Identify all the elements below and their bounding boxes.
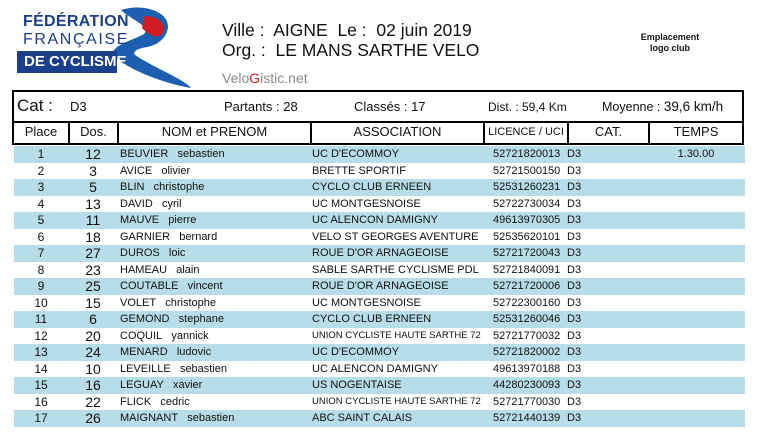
cell-place: 9: [37, 279, 45, 293]
logo-text-cyclisme: DE CYCLISME: [24, 53, 127, 70]
nom: MENARD: [120, 346, 168, 358]
cell-licence: 52721770032: [493, 329, 561, 342]
nom: BEUVIER: [120, 148, 169, 160]
cell-licence: 52531260046: [493, 313, 561, 325]
cell-licence: 49613970305: [493, 214, 561, 226]
cell-association: ABC SAINT CALAIS: [312, 412, 413, 424]
cat-label: Cat :: [17, 96, 53, 115]
cell-nom: [120, 410, 234, 426]
race-info-box: [12, 90, 744, 123]
cell-licence: 52721720006: [493, 280, 561, 292]
table-row: [14, 295, 745, 312]
nom: HAMEAU: [120, 263, 168, 276]
prenom: bernard: [179, 230, 218, 243]
cell-dossard: 3: [89, 162, 97, 179]
brand-part: istic.net: [260, 70, 308, 86]
nom: COUTABLE: [120, 280, 179, 292]
nom: LEVEILLE: [120, 362, 171, 375]
placeholder-line: logo club: [650, 43, 690, 53]
cell-place: 14: [34, 361, 48, 376]
org-line: [222, 41, 479, 60]
cell-licence: 52721820013: [493, 148, 561, 160]
prenom: cyril: [161, 197, 182, 210]
cell-place: 5: [37, 213, 45, 227]
cell-nom: [120, 262, 199, 278]
cell-place: 16: [34, 394, 48, 409]
nom: LEGUAY: [120, 379, 164, 391]
cell-nom: [120, 344, 211, 360]
placeholder-line: Emplacement: [640, 32, 700, 42]
col-nom: NOM et PRENOM: [119, 121, 312, 143]
table-row: [14, 212, 745, 229]
cell-place: 13: [34, 345, 48, 359]
nom: DUROS: [120, 247, 160, 259]
cell-nom: [120, 361, 227, 377]
cell-dossard: 10: [85, 360, 101, 377]
distance: Dist. : 59,4 Km: [488, 100, 567, 114]
cell-association: UNION CYCLISTE HAUTE SARTHE 72: [312, 395, 481, 407]
date-label: Le :: [337, 20, 367, 40]
cell-nom: [120, 163, 190, 179]
cell-cat: D3: [567, 346, 582, 358]
prenom: yannick: [171, 329, 209, 342]
ville-label: Ville :: [222, 20, 265, 40]
cell-place: 11: [34, 312, 48, 326]
cell-licence: 52722300160: [493, 296, 561, 309]
table-row: [14, 394, 745, 411]
prenom: cedric: [160, 395, 190, 408]
col-dos: Dos.: [70, 121, 119, 143]
nom: GARNIER: [120, 230, 171, 243]
table-row: [14, 262, 745, 279]
cell-association: ROUE D'OR ARNAGEOISE: [312, 247, 449, 259]
date-value: 02 juin 2019: [376, 20, 472, 40]
cell-nom: [120, 179, 204, 195]
nom: COQUIL: [120, 329, 163, 342]
cell-association: UC MONTGESNOISE: [312, 197, 421, 210]
nom: BLIN: [120, 181, 145, 193]
prenom: alain: [176, 263, 200, 276]
cell-association: UC D'ECOMMOY: [312, 148, 400, 160]
org-label: Org. :: [222, 40, 266, 60]
moyenne-value: 39,6 km/h: [663, 99, 724, 114]
nom: MAIGNANT: [120, 412, 179, 424]
logo-text-federation: FÉDÉRATION: [23, 13, 129, 30]
partants: Partants : 28: [224, 99, 298, 114]
cell-nom: [120, 394, 190, 410]
brand-part: Velo: [222, 70, 250, 86]
cell-licence: 52722730034: [493, 197, 561, 210]
cell-dossard: 13: [85, 195, 101, 212]
cell-cat: D3: [567, 362, 582, 375]
cat-value: D3: [70, 99, 87, 114]
table-row: [14, 245, 745, 262]
cell-dossard: 25: [85, 278, 101, 294]
results-table: [14, 146, 745, 427]
logo-text-francaise: FRANÇAISE: [23, 31, 129, 48]
cell-place: 10: [34, 295, 48, 310]
cell-cat: D3: [567, 164, 582, 177]
cell-association: UC D'ECOMMOY: [312, 346, 400, 358]
cell-cat: D3: [567, 197, 582, 210]
cell-association: BRETTE SPORTIF: [312, 164, 406, 177]
ville-line: [222, 21, 472, 40]
table-row: [14, 163, 745, 180]
table-header: [12, 121, 744, 145]
prenom: vincent: [187, 280, 223, 292]
cell-place: 1: [37, 147, 45, 161]
cell-association: UC ALENCON DAMIGNY: [312, 362, 438, 375]
cell-cat: D3: [567, 263, 582, 276]
cell-licence: 52531260231: [493, 181, 561, 193]
col-association: ASSOCIATION: [312, 121, 485, 143]
cell-association: UNION CYCLISTE HAUTE SARTHE 72: [312, 329, 481, 341]
cell-place: 3: [37, 180, 45, 194]
cell-dossard: 12: [85, 146, 101, 162]
cell-licence: 52721770030: [493, 395, 561, 408]
cell-nom: [120, 229, 217, 245]
col-licence: LICENCE / UCI: [485, 121, 569, 143]
cell-nom: [120, 278, 223, 294]
col-cat: CAT.: [569, 121, 650, 143]
cell-association: UC ALENCON DAMIGNY: [312, 214, 438, 226]
cell-licence: 52721840091: [493, 263, 561, 276]
nom: DAVID: [120, 197, 153, 210]
cell-dossard: 5: [89, 179, 97, 195]
table-row: [14, 146, 745, 163]
cell-dossard: 22: [85, 393, 101, 410]
prenom: sebastien: [179, 362, 228, 375]
prenom: sebastien: [177, 148, 225, 160]
cell-cat: D3: [567, 379, 582, 391]
cell-dossard: 26: [85, 410, 101, 426]
brand-part: G: [249, 70, 261, 86]
cell-dossard: 27: [85, 245, 101, 261]
cell-place: 15: [34, 378, 48, 392]
cell-nom: [120, 196, 182, 212]
table-row: [14, 410, 745, 427]
col-place: Place: [14, 121, 70, 143]
cell-cat: D3: [567, 296, 582, 309]
cell-place: 6: [37, 229, 45, 244]
prenom: christophe: [165, 296, 217, 309]
cell-place: 7: [37, 246, 45, 260]
cell-licence: 52535620101: [493, 230, 561, 243]
cell-dossard: 23: [85, 261, 101, 278]
cell-association: CYCLO CLUB ERNEEN: [312, 181, 432, 193]
cell-cat: D3: [567, 148, 582, 160]
cell-place: 12: [34, 328, 48, 343]
prenom: pierre: [168, 214, 197, 226]
cell-place: 8: [37, 262, 45, 277]
cell-nom: [120, 146, 225, 162]
nom: AVICE: [120, 164, 153, 177]
moyenne: [602, 99, 723, 115]
table-row: [14, 278, 745, 295]
prenom: sebastien: [187, 412, 235, 424]
cell-cat: D3: [567, 230, 582, 243]
prenom: christophe: [153, 181, 205, 193]
cell-licence: 44280230093: [493, 379, 561, 391]
cell-dossard: 6: [89, 311, 97, 327]
cell-dossard: 11: [85, 212, 101, 228]
nom: GEMOND: [120, 313, 170, 325]
velogistic-brand: [222, 70, 308, 86]
cell-dossard: 24: [85, 344, 101, 360]
ville-value: AIGNE: [273, 20, 328, 40]
cell-cat: D3: [567, 181, 582, 193]
cell-temps: 1.30.00: [677, 148, 715, 160]
table-row: [14, 361, 745, 378]
cell-association: SABLE SARTHE CYCLISME PDL: [312, 263, 479, 276]
cell-cat: D3: [567, 313, 582, 325]
cell-association: UC MONTGESNOISE: [312, 296, 421, 309]
cell-association: ROUE D'OR ARNAGEOISE: [312, 280, 449, 292]
prenom: stephane: [178, 313, 224, 325]
col-temps: TEMPS: [673, 124, 719, 139]
cell-nom: [120, 295, 216, 311]
table-row: [14, 196, 745, 213]
club-logo-placeholder: [615, 32, 725, 54]
cell-licence: 49613970188: [493, 362, 561, 375]
prenom: ludovic: [176, 346, 212, 358]
cell-place: 17: [34, 411, 48, 425]
cell-place: 2: [37, 163, 45, 178]
cell-nom: [120, 328, 209, 344]
cell-licence: 52721820002: [493, 346, 561, 358]
table-row: [14, 179, 745, 196]
table-row: [14, 377, 745, 394]
cell-association: US NOGENTAISE: [312, 379, 402, 391]
cell-dossard: 16: [85, 377, 101, 393]
cell-nom: [120, 212, 196, 228]
prenom: xavier: [172, 379, 203, 391]
prenom: olivier: [161, 164, 191, 177]
cell-place: 4: [37, 196, 45, 211]
table-row: [14, 311, 745, 328]
moyenne-label: Moyenne :: [602, 100, 661, 114]
cell-nom: [120, 377, 202, 393]
cell-association: VELO ST GEORGES AVENTURE: [312, 230, 479, 243]
cell-cat: D3: [567, 412, 582, 424]
cell-licence: 52721720043: [493, 247, 561, 259]
cell-licence: 52721440139: [493, 412, 561, 424]
cell-dossard: 15: [85, 294, 101, 311]
cell-licence: 52721500150: [493, 164, 561, 177]
nom: MAUVE: [120, 214, 160, 226]
cell-dossard: 20: [85, 327, 101, 344]
table-row: [14, 328, 745, 345]
nom: FLICK: [120, 395, 152, 408]
cell-association: CYCLO CLUB ERNEEN: [312, 313, 432, 325]
cell-cat: D3: [567, 395, 582, 408]
table-row: [14, 344, 745, 361]
cell-nom: [120, 245, 185, 261]
cell-dossard: 18: [85, 228, 101, 245]
cell-nom: [120, 311, 224, 327]
classes: Classés : 17: [354, 99, 426, 114]
cell-cat: D3: [567, 214, 582, 226]
cell-cat: D3: [567, 329, 582, 342]
cell-cat: D3: [567, 280, 582, 292]
nom: VOLET: [120, 296, 157, 309]
org-value: LE MANS SARTHE VELO: [275, 40, 480, 60]
prenom: loic: [168, 247, 186, 259]
table-row: [14, 229, 745, 246]
cell-cat: D3: [567, 247, 582, 259]
